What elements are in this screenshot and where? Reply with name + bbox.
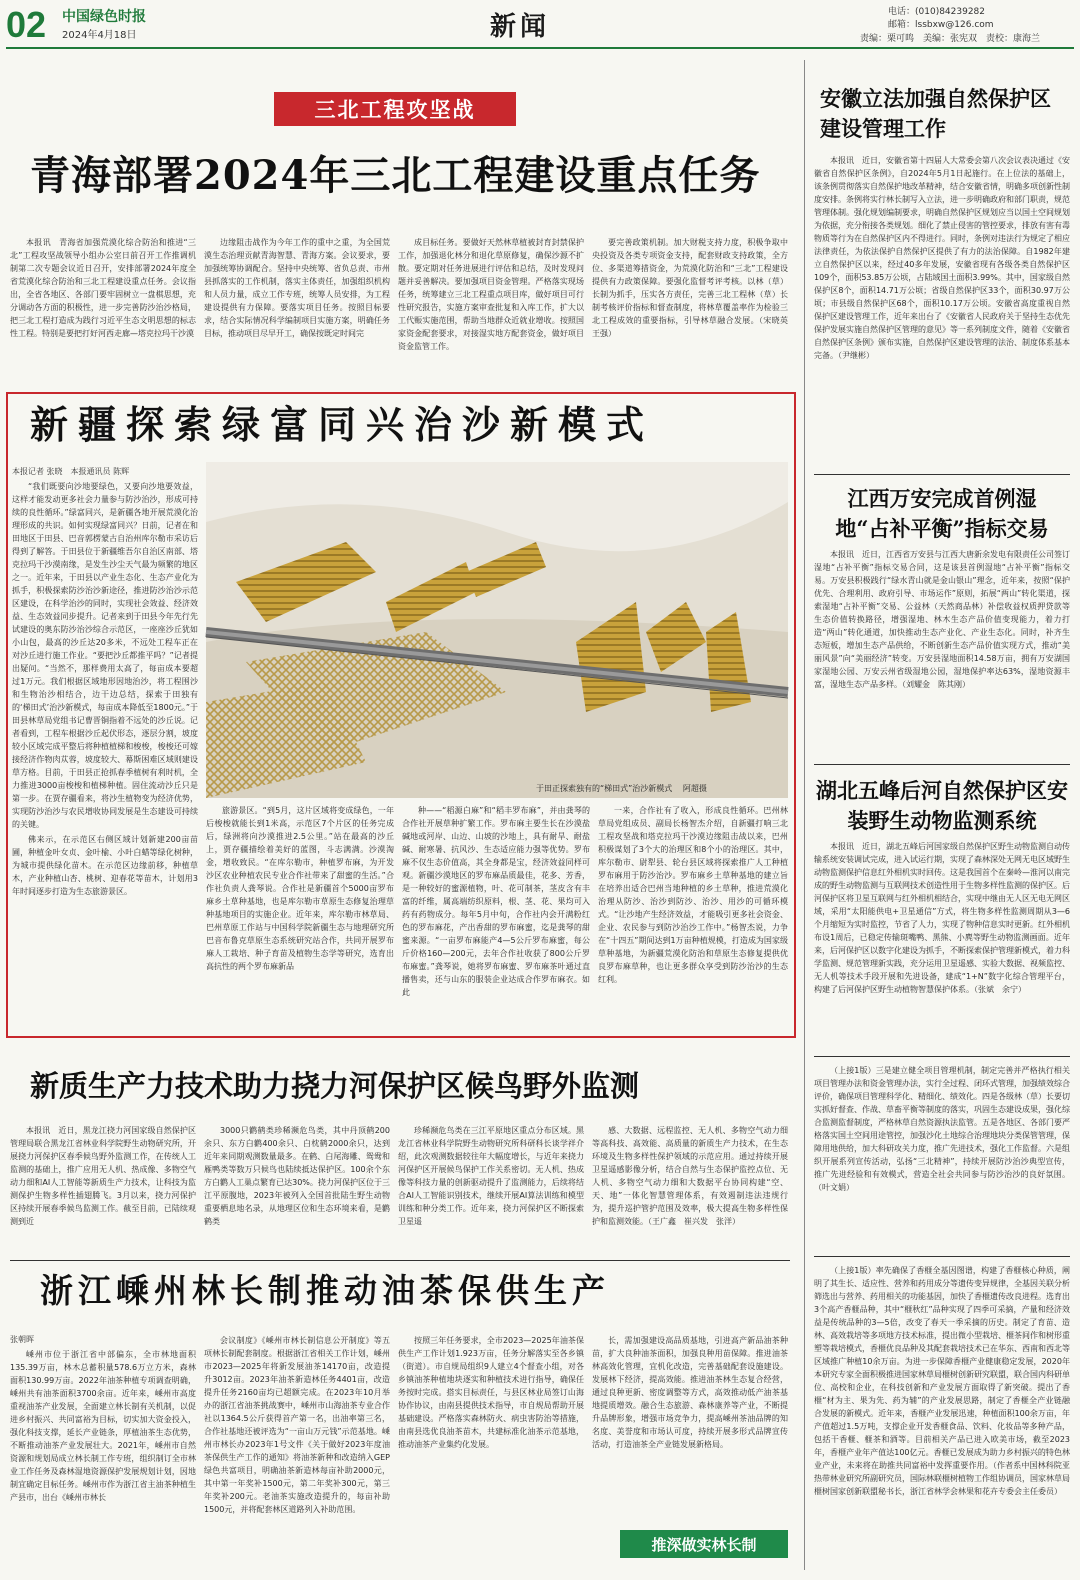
right-divider-1 <box>814 474 1070 475</box>
xinjiang-mid-1-text: 旅游景区。“到5月，这片区域将变成绿色，一年后梭梭就能长到1米高，示范区7个片区的任务完成后，绿洲将向沙漠推进2.5公里。”站在最高的沙丘上，贾存疆描绘着美好的蓝图，斗志满满。沙漠淘金，增收致民。“在库尔勒市，种植罗布麻，为开发沙区农业种植农民专业合作社带来了甜蜜的生活。”合作社负责人龚琴说。合作社是新疆首个5000亩罗布麻乡土草种基地，也是库尔勒市草原生态修复治理草种基地项目的实施企业。近年来，库尔勒市林草局、巴州草原工作站与中国科学院新疆生态与地理研究所巴音布鲁克草原生态系统研究站合作，共同开展罗布麻人工栽培、种子育苗及植物生态学等研究，选育出高抗性的两个罗布麻新品 <box>206 806 394 971</box>
paper-name: 中国绿色时报 <box>62 9 146 25</box>
xinjiang-mid-col-1 <box>206 804 394 1032</box>
issue-date: 2024年4月18日 <box>62 30 137 41</box>
qinghai-col-2 <box>204 236 390 386</box>
xinjiang-right-text: 一来，合作社有了收入，形成良性循环。巴州林草局党组成员、副局长杨智杰介绍，自新疆打响三北工程攻坚战和塔克拉玛干沙漠边缘阻击战以来，巴州积极谋划了3个大的治理区和8个小的治理区。其中，库尔勒市、尉犁县、轮台县区域将探索推广人工种植罗布麻用于防沙治沙。罗布麻乡土草种基地的建立旨在培养出适合巴州当地种植的乡土草种，推进荒漠化治理从防沙、治沙到防沙、治沙、用沙的可循环模式。“让沙地产生经济效益，才能吸引更多社会资金、企业、农民参与到防沙治沙工作中。”杨智杰说，力争在“十四五”期间达到1万亩种植规模，打造成为国家级草种基地，为新疆荒漠化防治和草原生态修复提供优良罗布麻草种，也让更多群众享受到防沙治沙的生态红利。 <box>598 806 788 984</box>
right-column-divider <box>804 60 805 1570</box>
photo-credit: 阿超摄 <box>682 784 707 793</box>
xinjiang-left-text: “我们既要向沙地要绿色，又要向沙地要效益，这样才能发动更多社会力量参与防沙治沙，形成可持续的良性循环。”绿富同兴，是新疆各地开展荒漠化治理形成的共识。如何实现绿富同兴？日前，记者在和田地区于田县、巴音郭楞蒙古自治州库尔勒市采访后得到了解答。于田县位于新疆维吾尔自治区南部、塔克拉玛干沙漠南缘，是发生沙尘天气最为频繁的地区之一。近年来，于田县以产业生态化、生态产业化为抓手，积极探索防沙治沙新途径，推进防沙治沙示范区建设，在科学治沙的同时，实现社会效益、经济效益、生态效益同步提升。记者来到于田县今年先行先试建设的奥东防沙治沙综合示范区，一座座沙丘犹如小山包，最高的沙丘达20多米，不远处工程车正在对沙丘进行施工作业。“要把沙丘都推平吗？”记者提出疑问。“当然不，那样费用太高了，每亩成本要超过1万元。我们根据区域地形因地治沙，将工程围沙和生物治沙相结合，边干边总结，探索于田独有的‘梯田式’治沙新模式，每亩成本降低至1800元。”于田县林草局党组书记曹晋铜指着不远处的沙丘说。记者看到，工程车根据沙丘起伏形态，逐层分割，坡度较小区域完成平整后将种植植梯和梭梭，梭梭还可嫁接经济作物肉苁蓉，坡度较大、幕斯困难区域则建设草方格。目前，于田县正抢抓春季植树有利时机，全力推进3000亩梭梭和植梯种植。固住流动沙丘只是第一步。在贾存疆看来，将沙生植物变为经济优势，实现防沙治沙与农民增收协同发展是生态建设可持续的关键。 <box>12 482 198 829</box>
hubei-body <box>814 840 1070 1052</box>
jiangxi-body-text: 本报讯 近日，江西省万安县与江西大唐新余发电有限责任公司签订湿地“占补平衡”指标交易合同，这是该县首例湿地“占补平衡”指标交易。万安县积极践行“绿水青山就是金山银山”理念，近年来，按照“保护优先、合理利用、政府引导、市场运作”原则，拓展“两山”转化渠道，探索湿地“占补平衡”交易、公益林（天然商品林）补偿收益权质押贷款等生态价值转换路径，增强湿地、林木生态产品价值变现能力，着力打造“两山”转化通道，加快推动生态产业化、产业生态化。同时，补齐生态短板，增加生态产品供给，不断创新生态产品价值实现方式，推动“美丽风景”向“美丽经济”转变。万安县湿地面积14.58万亩，拥有万安湖国家湿地公园、万安云州省级湿地公园，湿地保护率达63%，湿地资源丰富，湿地生态产品多样。（刘耀金 陈其刚） <box>814 550 1070 689</box>
heilongjiang-col-4-text: 感、大数据、远程监控、无人机、多物空气动力细等高科技、高效能、高质量的新质生产力技术，在生态环境及生物多样性保护领域的示范应用。通过持续开展卫星遥感影像分析，结合自然与生态保护监控点位、无人机、多物空气动力细和大数据平台协同构建“空、天、地”一体化智慧管理体系，有效遏制违法违规行为，提升巡护管护范围及效率，极大提高生物多样性保护和监测效能。（王广鑫 崔兴发 张洋） <box>592 1126 788 1226</box>
heilongjiang-col-3 <box>398 1124 584 1254</box>
right-divider-4 <box>814 1256 1070 1257</box>
hubei-headline: 湖北五峰后河自然保护区安装野生动物监测系统 <box>816 778 1068 833</box>
continue-1 <box>814 1064 1070 1252</box>
linzhang-tag-label: 推深做实林长制 <box>651 1535 757 1554</box>
section-divider <box>10 1260 790 1261</box>
zhejiang-col-4-text: 长，需加强建设高品质基地，引进高产新品油茶种苗，扩大良种油茶面积，加强良种用苗保障。推进油茶林高效化管理，宜机化改造，完善基础配套设施建设。发展林下经济，提高效能。推进油茶林生态复合经营，通过良种更新、密度调整等方式，高效推动低产油茶基地提质增效。融合生态旅游、森林康养等产业，不断提升品牌形象，增强市场竞争力，提高嵊州茶油品牌的知名度、美誉度和市场认可度，持续开展多形式品牌宣传活动，打造油茶全产业链发展新格局。 <box>592 1336 788 1449</box>
zhejiang-col-2-text: 会议制度》《嵊州市林长制信息公开制度》等五项林长制配套制度。根据浙江省相关工作计划，嵊州市2023—2025年将新发展油茶14170亩，改造提升3012亩。2023年油茶新造林任务4401亩，改造提升任务2160亩均已超额完成。在2023年10月举办的浙江省油茶挑战赛中，嵊州市山海油茶专业合作社以1364.5公斤获得首产第一名，出油率第三名，合作社基地还被评选为“一亩山万元钱”示范基地。嵊州市林长办2023年1号文件《关于做好2023年度油茶保供生产工作的通知》将油茶新种和改造纳入GEP绿色共富项目，明确油茶新造林每亩补助2000元，其中第一年奖补1500元，第二年奖补300元，第三年奖补200元。老油茶实施改造提升的，每亩补助1500元，并将配套林区道路列入补助范围。 <box>204 1336 390 1514</box>
qinghai-col-4-text: 要完善政策机制。加大财税支持力度，积极争取中央投资及各类专项资金支持，配套财政支持政策，全方位、多渠道筹措资金，为荒漠化防治和“三北”工程建设提供有力政策保障。要强化监督考评考核。以林（草）长制为抓手，压实各方责任，完善三北工程林（草）长制考核评价指标和督查制度，将林草覆盖率作为检验三北工程成效的重要指标，引导林草融合发展。（宋晓英 王强） <box>592 238 796 338</box>
editor-credits: 责编：栗可鸣 美编：张宪双 责校：康海兰 <box>860 34 1041 44</box>
qinghai-col-2-text: 边缘阻击战作为今年工作的重中之重，为全国荒漠生态治理贡献青海智慧、青海方案。会议要求，要加强统筹协调配合。坚持中央统筹、省负总责、市州县抓落实的工作机制，落实主体责任，加强组织机构和人员力量，成立工作专班，统筹人员安排，为工程建设提供有力保障。要落实项目任务。按照目标要求，结合实际情况科学编制项目实施方案，明确任务目标，推动项目尽早开工，确保按既定时间完 <box>204 238 390 338</box>
heilongjiang-col-2-text: 3000只鹳鹤类珍稀濒危鸟类，其中丹顶鹤200余只、东方白鹳400余只、白枕鹤2000余只，达到近年来同期观测数量最多。在鹤、白尾海雕、鸳鸯和雁鸭类等数万只候鸟也陆续抵达保护区。100余个东方白鹳人工巢点繁育已达30%。挠力河保护区位于三江平原腹地，2023年被列入全国首批陆生野生动物重要栖息地名录，从地理区位和生态环境来看，是鹳鹤类 <box>204 1126 390 1226</box>
heilongjiang-col-2 <box>204 1124 390 1254</box>
anhui-body <box>814 154 1070 472</box>
right-divider-2 <box>814 764 1070 765</box>
masthead-rule <box>6 47 1074 49</box>
zhejiang-col-3 <box>398 1334 584 1576</box>
continue-2 <box>814 1264 1070 1576</box>
contact-phone: 电话：(010)84239282 <box>888 7 986 17</box>
photo-caption-text: 于田正探索独有的“梯田式”治沙新模式 <box>536 784 673 793</box>
desert-scene-graphic <box>206 462 788 798</box>
qinghai-col-4 <box>592 236 796 386</box>
xinjiang-byline: 本报记者 张晓 本报通讯员 陈辉 <box>12 467 130 476</box>
continue-1-text: （上接1版）三是建立健全项目管理机制，制定完善并严格执行相关项目管理办法和资金管理办法，实行全过程、闭环式管理，加强绩效综合评价，确保项目管理科学化、精细化、绩效化。四是各级林（草）长要切实抓好督查、作战、草畜平衡等制度的落实，巩固生态建设成果，强化综合监测监督制度，严格林草自然资源执法监管。五是各地区、各部门要严格落实国土空间用途管控，加强沙化土地综合治理地块分类保管管理，保障用地供给，加大科研攻关力度，推广先进技术，强化工作监督。六是组织开展系列宣传活动，弘扬“三北精神”，持续开展防沙治沙典型宣传，推广先进经验和有效模式，营造全社会共同参与防沙治沙的良好氛围。（叶文娟） <box>814 1066 1070 1192</box>
jiangxi-body <box>814 548 1070 760</box>
zhejiang-col-3-text: 按照三年任务要求，全市2023—2025年油茶保供生产工作计划1.923万亩，任务分解落实至各乡镇（街道）。市自规局组织9人建立4个督查小组，对各乡镇油茶种植地块逐实和种植技术进行指导，确保任务按时完成。搭实目标责任，与县区林业局签订山海协作协议，由南县提供技术指导，市自规局帮助开展基础建设。严格落实森林防火、病虫害防治等措施，由南县选优良油茶苗木，共建标准化油茶示范基地，推动油茶产业集约化发展。 <box>398 1336 584 1449</box>
xinjiang-right-col <box>598 804 788 1032</box>
heilongjiang-col-1 <box>10 1124 196 1254</box>
hubei-body-text: 本报讯 近日，湖北五峰后河国家级自然保护区野生动物监测自动传输系统安装调试完成，进入试运行期，实现了森林深处无网无电区域野生动物监测保护信息红外相机实时回传。这是我国首个在秦岭—淮河以南完成的野生动物监测与互联网技术创造性用于生物多样性监测的保护区。后河保护区将卫星互联网与红外相机相结合，实现中继由无人区无电无网区域，采用“太阳能供电+卫星通信”方式，将生物多样性监测周期从3—6个月缩短为实时监控，节省了人力，实现了物种信息实时更新。红外相机布设1周后，已稳定传输斑嘴鸭、黑熊、小麂等野生动物监测画面。近年来，后河保护区以数字化建设为抓手，不断探索保护管理新模式，着力科学监测、规范管理新实践，充分运用卫星遥感、实验大数据、视频监控、无人机等技术手段开展和先进设备，建成“1+N”数字化综合管理平台，构建了后河保护区野生动植物智慧保护体系。（张斌 余宁） <box>814 842 1070 994</box>
linzhang-tag <box>620 1530 788 1558</box>
anhui-body-text: 本报讯 近日，安徽省第十四届人大常委会第八次会议表决通过《安徽省自然保护区条例》，自2024年5月1日起施行。在上位法的基础上，该条例贯彻落实自然保护地改革精神，结合安徽省情，明确多项创新性制度安排。条例将实行林长制写入立法，进一步明确政府和部门职责，规范管理体制。强化规划编制要求，明确自然保护区规划应当以国土空间规划为依据，充分衔接各类规划。细化了禁止侵害的管控要求，排放有害有毒物质等行为在自然保护区内不得进行。同时，条例对违法行为规定了相应法律责任，为依法保护自然保护区提供了有力的法治保障。自1982年建立自然保护区以来，经过40多年发展，安徽省现有各级各类自然保护区109个，面积53.85万公顷，占陆域国土面积3.99%。其中，国家级自然保护区8个，面积14.71万公顷；省级自然保护区33个，面积30.97万公顷；市县级自然保护区68个，面积10.17万公顷。安徽省高度重视自然保护区建设管理工作，近年来出台了《安徽省人民政府关于坚持生态优先保护发展实施自然保护区管理的意见》等一系列制度文件，随着《安徽省自然保护区条例》颁布实施，自然保护区建设管理的法治、制度体系基本完备。（尹继彬） <box>814 156 1070 360</box>
heilongjiang-col-4 <box>592 1124 788 1254</box>
qinghai-col-1 <box>10 236 196 386</box>
masthead <box>0 0 1080 50</box>
continue-2-text: （上接1版）率先确保了香榧全基因图谱，构建了香榧核心种质，阐明了其生长、适应性、营养和药用成分等遗传变异规律，全基因关联分析筛选出与营养、药用相关的功能基因，加快了香榧遗传改良进程。选育出3个高产香榧品种，其中“榧秋红”品种实现了四季可采摘，产量和经济效益是传统品种的3—5倍，改变了春天一季采摘的历史。制定了育苗、造林、高效栽培等多项地方技术标准，提出微小型栽培、榧茶间作和树形重塑等栽培模式，香榧优良品种及其配套栽培技术已在华东、西南和西北等区域推广种植10余万亩。为进一步保障香榧产业健康稳定发展，2020年本研究专家全面积极推进国家林草局榧树创新研究联盟，联合国内科研单位、高校和企业，在科技创新和产业发展方面取得了新突破。提出了香榧“材为主、果为先、药为辅”的产业发展思路，制定了香榧全产业链融合发展的新模式。近年来，香榧产业发展迅速，种植面积100余万亩，年产值超过1.5万吨，支撑企业开发香榧食品、饮料、化妆品等多种产品，包括干香榧、榧茶和酒等。目前相关产品已进入欧美市场，截至2023年，香榧产业年产值达100亿元。香榧已发展成为助力乡村振兴的特色林业产业，未来将在助推共同富裕中发挥重要作用。（作者系中国林科院亚热带林业研究所副研究员，国际林联榧树植物工作组协调员，国家林草局榧树国家创新联盟秘书长，浙江省林学会林果和花卉专委会主任委员） <box>814 1266 1070 1496</box>
page-number: 02 <box>6 4 47 45</box>
heilongjiang-col-1-text: 本报讯 近日，黑龙江挠力河国家级自然保护区管理局联合黑龙江省林业科学院野生动物研究所，开展挠力河保护区春季候鸟野外监测工作，在传统人工监测的基础上，推广应用无人机、热成像、多物空气动力细和AI人工智能等新质生产力技术，让科技为监测保护生物多样性插翅腾飞。3月以来，挠力河保护区持续开展春季候鸟监测工作。截至目前，已陆续观测到近 <box>10 1126 196 1226</box>
jiangxi-headline: 江西万安完成首例湿地“占补平衡”指标交易 <box>835 486 1049 541</box>
xinjiang-left-col <box>12 480 198 1032</box>
qinghai-col-1-text: 本报讯 青海省加强荒漠化综合防治和推进“三北”工程攻坚战领导小组办公室日前召开工作推调机制第二次专题会议近日召开，安排部署2024年度全省荒漠化综合防治和三北工程建设重点任务。会议指出，全省各地区、各部门要牢固树立一盘棋思想，充分调动各方面的积极性，进一步完善防沙治沙格局，把三北工程打造成为践行习近平生态文明思想的标志性工程。特别是要把打好河西走廊—塔克拉玛干沙漠 <box>10 238 196 338</box>
zhejiang-headline: 浙江嵊州林长制推动油茶保供生产 <box>40 1271 610 1310</box>
banner-label: 三北工程攻坚战 <box>314 98 476 122</box>
right-divider-3 <box>814 1056 1070 1057</box>
campaign-banner <box>274 92 516 126</box>
xinjiang-left-text-2: 佛来示，在示范区右侧区域计划新建200亩苗圃，种植金叶女贞、金叶榆、小叶白蜡等绿化树种，为城市提供绿化苗木。在示范区边缘前移，种植草木，产业种植山杏、桃树、迎春花等苗木，计划用3年时间逐步打造为生态旅游景区。 <box>12 835 198 896</box>
xinjiang-headline: 新疆探索绿富同兴治沙新模式 <box>30 402 655 447</box>
heilongjiang-headline: 新质生产力技术助力挠力河保护区候鸟野外监测 <box>30 1069 640 1103</box>
anhui-headline: 安徽立法加强自然保护区建设管理工作 <box>820 86 1051 141</box>
photo-caption <box>536 783 707 794</box>
zhejiang-col-4 <box>592 1334 788 1522</box>
zhejiang-col-1 <box>10 1348 196 1576</box>
qinghai-headline: 青海部署2024年三北工程建设重点任务 <box>30 152 761 199</box>
qinghai-col-3 <box>398 236 584 386</box>
contact-email: 邮箱：lssbxw@126.com <box>888 20 994 30</box>
section-title: 新闻 <box>490 12 551 42</box>
zhejiang-col-1-text: 嵊州市位于浙江省中部偏东，全市林地面积135.39万亩，林木总蓄积量578.6万立方米，森林面积130.99万亩。2022年油茶种植专项调查明确，嵊州共有油茶面积3700余亩。近年来，嵊州市高度重视油茶产业发展，全面建立林长制有关机制，以促进乡村振兴、共同富裕为目标，切实加大资金投入，强化科技支撑，延长产业链条，厚植油茶生态优势，不断推动油茶产业发展壮大。2021年，嵊州市自然资源和规划局成立林长制工作专班，组织制订全市林业工作任务及森林湿地资源保护发展规划计划，因地制宜确定目标任务。嵊州市作为浙江省主油茶种植生产县市，出台《嵊州市林长 <box>10 1350 196 1502</box>
xinjiang-photo <box>206 462 788 798</box>
zhejiang-col-2 <box>204 1334 390 1576</box>
heilongjiang-col-3-text: 珍稀濒危鸟类在三江平原地区重点分布区域。黑龙江省林业科学院野生动物研究所科研科长谈学祥介绍，此次观测数据较往年大幅度增长，与近年来挠力河保护区开展候鸟保护工作关系密切。无人机、热成像等科技力量的创新驱动提升了监测能力，后续将结合AI人工智能识别技术，继续开展AI算法训练和模型训练和种分类工作。近年来，挠力河保护区不断探索卫星遥 <box>398 1126 584 1226</box>
zhejiang-byline: 张朝晖 <box>10 1335 34 1344</box>
xinjiang-mid-2-text: 种——“稻源白麻”和“稻丰罗布麻”，并由龚琴的合作社开展草种扩繁工作。罗布麻主要生长在沙漠盐碱地或河岸、山边、山坡的沙地上，具有耐旱、耐盐碱、耐寒暑、抗风沙、生态适应能力强等优势。罗布麻不仅生态价值高，其全身都是宝，经济效益同样可观。新疆沙漠地区的罗布麻品质最佳，花多、芳香，是一种较好的蜜源植物，叶、花可制茶，茎皮含有丰富的纤维，属高端纺织原料，根、茎、花、果均可入药有药物成分。每年5月中旬，合作社内会开满粉红色的罗布麻花，产出香甜的罗布麻蜜，迄是龚琴的甜蜜来源。“一亩罗布麻能产4—5公斤罗布麻蜜，每公斤价格160—200元，去年合作社收获了800公斤罗布麻蜜。”龚琴说，她将罗布麻蜜、罗布麻茶叶通过直播售卖，还与山东的服装企业达成合作罗布麻衣。如此 <box>402 806 590 997</box>
qinghai-col-3-text: 成目标任务。要做好天然林草植被封育封禁保护工作，加强退化林分和退化草原修复，确保沙源不扩散。要定期对任务进展进行评估和总结，及时发现问题并妥善解决。要加强项目资金管理。严格落实现场任务，统筹建立三北工程重点项目库，做好项目可行性研究报告，实施方案审查批复和入库工作，扩大以工代赈实施范围，帮助当地群众近就业增收。按照国家资金配套要求，对接湿实地方配套资金，做好项目资金监管工作。 <box>398 238 584 351</box>
xinjiang-mid-col-2 <box>402 804 590 1032</box>
